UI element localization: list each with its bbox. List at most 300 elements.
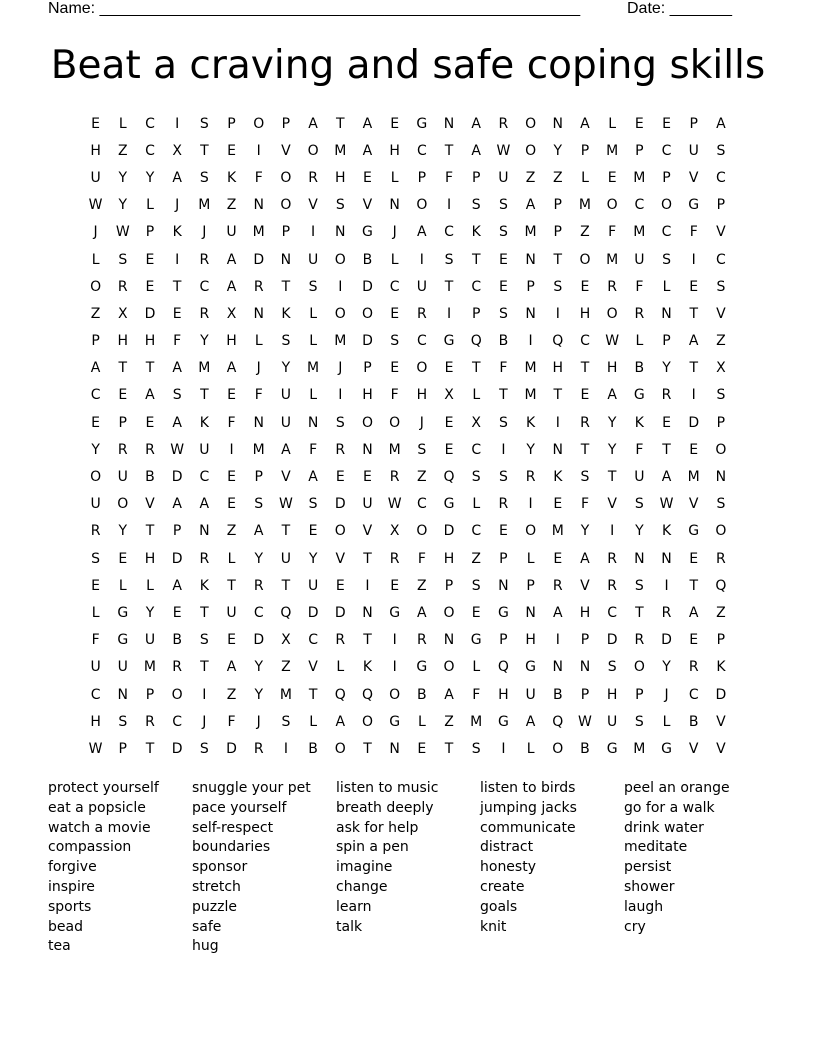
grid-letter: F — [390, 387, 399, 404]
grid-letter: E — [335, 577, 345, 594]
grid-letter: L — [390, 251, 399, 268]
grid-letter: S — [607, 659, 617, 676]
grid-letter: A — [90, 360, 101, 377]
grid-letter: E — [553, 496, 563, 513]
grid-letter: O — [117, 496, 129, 513]
grid-letter: O — [552, 740, 564, 757]
grid-letter: E — [498, 278, 508, 295]
grid-letter: J — [175, 197, 180, 214]
grid-letter: R — [199, 251, 210, 268]
grid-letter: O — [715, 441, 727, 458]
grid-letter: E — [390, 577, 400, 594]
grid-letter: C — [444, 224, 454, 241]
grid-letter: E — [227, 469, 236, 486]
grid-letter: A — [172, 496, 182, 513]
grid-letter: O — [171, 686, 183, 703]
grid-letter: E — [444, 414, 454, 431]
grid-letter: A — [145, 387, 155, 404]
grid-letter: Q — [361, 686, 373, 703]
grid-letter: A — [172, 414, 182, 431]
grid-letter: Z — [226, 686, 237, 703]
grid-letter: J — [256, 360, 261, 377]
grid-letter: S — [471, 577, 481, 594]
grid-letter: R — [90, 523, 101, 540]
grid-letter: P — [662, 333, 671, 350]
grid-letter: T — [200, 387, 209, 404]
grid-letter: G — [688, 523, 700, 540]
grid-letter: F — [445, 169, 454, 186]
grid-letter: E — [118, 387, 128, 404]
grid-letter: I — [664, 577, 669, 594]
word-list-item: bead — [48, 918, 83, 935]
grid-letter: S — [716, 496, 726, 513]
grid-letter: S — [254, 496, 264, 513]
grid-letter: E — [444, 441, 454, 458]
grid-letter: T — [689, 577, 698, 594]
grid-letter: G — [633, 387, 645, 404]
grid-letter: Q — [552, 713, 564, 730]
grid-letter: I — [338, 278, 343, 295]
grid-letter: J — [338, 360, 343, 377]
grid-letter: Y — [145, 604, 155, 621]
grid-letter: E — [689, 441, 699, 458]
grid-letter: I — [691, 387, 696, 404]
grid-letter: R — [416, 632, 427, 649]
grid-letter: W — [659, 496, 674, 513]
word-list-item: go for a walk — [624, 799, 715, 816]
grid-letter: B — [145, 469, 155, 486]
grid-letter: O — [253, 115, 265, 132]
grid-letter: F — [254, 169, 263, 186]
grid-letter: S — [553, 278, 563, 295]
grid-letter: S — [634, 713, 644, 730]
grid-row — [82, 627, 735, 654]
grid-letter: W — [170, 441, 185, 458]
grid-letter: T — [444, 278, 454, 295]
grid-letter: W — [115, 224, 130, 241]
grid-letter: D — [661, 632, 672, 649]
grid-letter: N — [280, 251, 292, 268]
grid-letter: O — [389, 686, 401, 703]
grid-letter: H — [335, 169, 346, 186]
grid-row — [82, 436, 735, 463]
grid-letter: Z — [471, 550, 482, 567]
grid-letter: R — [552, 577, 563, 594]
grid-letter: Z — [580, 224, 590, 241]
grid-letter: W — [88, 197, 103, 214]
grid-letter: M — [687, 469, 700, 486]
grid-letter: Z — [525, 169, 536, 186]
grid-row — [82, 300, 735, 327]
grid-letter: Y — [200, 333, 209, 350]
grid-letter: C — [199, 278, 210, 295]
grid-letter: P — [553, 197, 562, 214]
grid-letter: A — [688, 333, 699, 350]
grid-row — [82, 192, 735, 219]
word-list-item: communicate — [480, 819, 576, 836]
grid-letter: A — [281, 441, 291, 458]
grid-letter: T — [553, 251, 563, 268]
grid-letter: Z — [281, 659, 291, 676]
grid-letter: B — [580, 740, 590, 757]
grid-letter: J — [202, 224, 207, 241]
grid-letter: I — [555, 632, 560, 649]
grid-letter: V — [716, 305, 726, 322]
grid-letter: L — [91, 604, 100, 621]
grid-letter: L — [390, 169, 399, 186]
grid-letter: T — [444, 142, 454, 159]
grid-row — [82, 681, 735, 708]
word-list-item: sponsor — [192, 859, 248, 876]
grid-letter: M — [307, 360, 320, 377]
grid-letter: Z — [90, 305, 101, 322]
grid-letter: N — [579, 659, 591, 676]
grid-letter: P — [716, 197, 726, 214]
grid-letter: W — [278, 496, 293, 513]
grid-row — [82, 246, 735, 273]
grid-row — [82, 491, 735, 518]
grid-letter: O — [416, 523, 428, 540]
grid-letter: C — [308, 632, 318, 649]
word-list-item: laugh — [624, 898, 664, 915]
grid-letter: T — [281, 278, 291, 295]
grid-letter: C — [661, 142, 672, 159]
grid-letter: G — [497, 604, 509, 621]
grid-letter: S — [498, 197, 508, 214]
grid-letter: I — [446, 305, 452, 322]
grid-letter: C — [580, 333, 590, 350]
grid-letter: O — [90, 469, 102, 486]
word-list-item: shower — [624, 878, 675, 895]
grid-letter: U — [280, 550, 292, 567]
grid-letter: P — [689, 115, 698, 132]
word-list-item: talk — [336, 918, 363, 935]
grid-letter: C — [688, 686, 699, 703]
grid-letter: E — [308, 523, 318, 540]
grid-letter: N — [389, 740, 400, 757]
grid-letter: R — [661, 604, 672, 621]
grid-letter: E — [498, 251, 508, 268]
grid-letter: V — [281, 469, 291, 486]
grid-letter: T — [499, 387, 508, 404]
grid-letter: Y — [254, 659, 263, 676]
grid-letter: J — [392, 224, 397, 241]
grid-letter: B — [498, 333, 509, 350]
grid-letter: D — [171, 550, 183, 567]
grid-letter: E — [689, 278, 699, 295]
grid-letter: F — [227, 414, 236, 431]
word-list-item: watch a movie — [48, 819, 151, 836]
grid-letter: X — [471, 414, 482, 431]
word-column — [480, 779, 624, 957]
grid-letter: U — [144, 632, 156, 649]
name-field-label: Name: ______________________________________________________ — [48, 0, 581, 17]
grid-letter: Y — [118, 169, 128, 186]
grid-letter: C — [172, 713, 183, 730]
grid-letter: Q — [443, 469, 455, 486]
grid-letter: O — [525, 115, 537, 132]
grid-letter: H — [90, 142, 101, 159]
grid-letter: R — [199, 550, 210, 567]
grid-letter: A — [471, 142, 481, 159]
grid-letter: A — [525, 713, 536, 730]
grid-letter: Y — [145, 169, 155, 186]
grid-row — [82, 409, 735, 436]
grid-letter: T — [471, 360, 481, 377]
grid-letter: T — [363, 632, 372, 649]
grid-letter: O — [361, 713, 373, 730]
grid-letter: P — [526, 278, 535, 295]
grid-letter: F — [580, 496, 589, 513]
grid-letter: O — [361, 305, 373, 322]
grid-letter: K — [661, 523, 672, 540]
grid-letter: O — [606, 305, 618, 322]
grid-letter: N — [253, 197, 264, 214]
word-list-item: cry — [624, 918, 646, 935]
grid-letter: I — [175, 251, 180, 268]
grid-letter: A — [172, 360, 182, 377]
grid-letter: O — [389, 414, 401, 431]
grid-letter: E — [91, 577, 101, 594]
grid-letter: M — [633, 740, 646, 757]
grid-letter: U — [226, 604, 237, 621]
grid-letter: E — [390, 305, 400, 322]
grid-letter: A — [580, 550, 590, 567]
grid-letter: M — [551, 523, 564, 540]
grid-letter: M — [198, 197, 211, 214]
grid-letter: R — [416, 305, 427, 322]
grid-letter: U — [117, 469, 128, 486]
grid-row — [82, 355, 735, 382]
grid-letter: D — [606, 632, 618, 649]
grid-letter: Y — [281, 360, 291, 377]
grid-letter: Y — [254, 550, 263, 567]
grid-letter: R — [253, 740, 264, 757]
grid-letter: R — [335, 632, 346, 649]
grid-letter: O — [361, 414, 373, 431]
grid-letter: V — [580, 577, 590, 594]
grid-letter: E — [471, 604, 481, 621]
grid-letter: R — [498, 115, 509, 132]
grid-letter: P — [281, 224, 291, 241]
grid-letter: N — [715, 469, 727, 486]
grid-letter: H — [443, 550, 455, 567]
grid-letter: Y — [526, 441, 535, 458]
grid-letter: P — [580, 142, 590, 159]
grid-letter: V — [688, 740, 699, 757]
grid-letter: L — [146, 197, 154, 214]
grid-letter: Q — [280, 604, 292, 621]
page-title: Beat a craving and safe coping skills — [50, 43, 766, 88]
grid-letter: O — [280, 197, 292, 214]
grid-letter: O — [633, 659, 645, 676]
word-list-item: compassion — [48, 839, 132, 856]
grid-letter: E — [227, 142, 236, 159]
grid-letter: V — [145, 496, 155, 513]
grid-letter: E — [172, 305, 182, 322]
grid-letter: T — [662, 441, 671, 458]
header — [48, 0, 748, 20]
grid-letter: O — [416, 360, 428, 377]
grid-letter: L — [417, 713, 426, 730]
grid-letter: S — [444, 251, 454, 268]
grid-letter: Y — [607, 441, 617, 458]
grid-letter: C — [716, 169, 726, 186]
grid-letter: A — [253, 523, 264, 540]
word-list-item: protect yourself — [48, 780, 159, 796]
grid-letter: A — [716, 115, 726, 132]
word-list-item: peel an orange — [624, 780, 730, 796]
grid-letter: Q — [470, 333, 482, 350]
grid-letter: O — [334, 251, 346, 268]
grid-row — [82, 572, 735, 599]
grid-letter: M — [524, 224, 537, 241]
grid-letter: T — [444, 740, 454, 757]
grid-letter: Z — [226, 197, 237, 214]
grid-letter: O — [715, 523, 727, 540]
grid-letter: S — [281, 713, 291, 730]
grid-letter: G — [661, 740, 672, 757]
grid-letter: F — [635, 441, 644, 458]
grid-letter: O — [334, 740, 346, 757]
grid-letter: L — [336, 659, 345, 676]
grid-letter: G — [416, 115, 428, 132]
grid-letter: A — [199, 496, 210, 513]
grid-letter: M — [524, 360, 537, 377]
grid-letter: G — [497, 713, 509, 730]
grid-letter: J — [256, 713, 261, 730]
grid-letter: O — [525, 523, 537, 540]
grid-letter: F — [689, 224, 698, 241]
grid-letter: Z — [552, 169, 563, 186]
grid-letter: P — [499, 632, 508, 649]
grid-letter: I — [392, 632, 397, 649]
grid-letter: X — [226, 305, 237, 322]
word-list-item: goals — [480, 898, 518, 915]
grid-letter: I — [311, 224, 316, 241]
grid-letter: B — [688, 713, 699, 730]
grid-letter: S — [91, 550, 101, 567]
grid-letter: P — [227, 115, 236, 132]
grid-letter: S — [199, 115, 209, 132]
grid-letter: C — [471, 441, 482, 458]
grid-letter: Y — [308, 550, 318, 567]
grid-letter: D — [334, 496, 346, 513]
grid-letter: C — [471, 278, 482, 295]
grid-letter: S — [308, 496, 318, 513]
grid-letter: I — [338, 387, 343, 404]
grid-letter: M — [578, 197, 592, 214]
grid-row — [82, 599, 735, 626]
grid-row — [82, 110, 735, 137]
grid-letter: R — [688, 659, 699, 676]
grid-letter: Y — [118, 523, 128, 540]
grid-letter: R — [716, 550, 726, 567]
grid-letter: C — [253, 604, 264, 621]
grid-letter: D — [362, 278, 373, 295]
grid-letter: N — [307, 414, 319, 431]
grid-letter: C — [416, 496, 427, 513]
grid-letter: Z — [716, 333, 726, 350]
word-list-item: listen to music — [336, 780, 439, 796]
grid-letter: E — [363, 469, 372, 486]
grid-letter: C — [471, 523, 482, 540]
grid-letter: P — [716, 632, 726, 649]
grid-letter: F — [173, 333, 182, 350]
grid-letter: V — [308, 659, 318, 676]
grid-letter: M — [633, 224, 646, 241]
grid-letter: A — [417, 604, 427, 621]
grid-letter: H — [498, 686, 509, 703]
grid-letter: L — [608, 115, 617, 132]
grid-letter: M — [606, 142, 619, 159]
grid-letter: R — [117, 441, 128, 458]
grid-letter: I — [555, 414, 560, 431]
grid-letter: P — [91, 333, 100, 350]
grid-letter: J — [419, 414, 424, 431]
grid-letter: X — [716, 360, 726, 377]
grid-letter: A — [172, 169, 182, 186]
grid-letter: K — [716, 659, 726, 676]
grid-letter: G — [688, 197, 700, 214]
grid-letter: Z — [117, 142, 128, 159]
word-list-item: change — [336, 878, 388, 895]
grid-letter: N — [552, 115, 564, 132]
grid-letter: P — [118, 740, 127, 757]
grid-letter: X — [389, 523, 400, 540]
grid-letter: I — [501, 740, 506, 757]
word-column — [336, 779, 480, 957]
grid-letter: L — [309, 333, 317, 350]
grid-letter: P — [118, 414, 127, 431]
grid-letter: D — [171, 469, 183, 486]
grid-letter: V — [688, 169, 699, 186]
word-column — [48, 779, 192, 957]
grid-letter: L — [254, 333, 263, 350]
grid-letter: P — [254, 469, 263, 486]
grid-letter: E — [91, 115, 101, 132]
grid-letter: O — [90, 278, 102, 295]
word-list-item: tea — [48, 938, 71, 955]
grid-letter: S — [471, 740, 481, 757]
grid-letter: R — [389, 469, 400, 486]
grid-letter: I — [202, 686, 207, 703]
grid-letter: P — [145, 686, 155, 703]
grid-letter: T — [172, 278, 182, 295]
grid-letter: H — [362, 387, 373, 404]
grid-letter: I — [365, 577, 370, 594]
grid-letter: T — [227, 577, 236, 594]
grid-letter: C — [389, 278, 400, 295]
grid-letter: R — [498, 496, 509, 513]
grid-letter: D — [226, 740, 237, 757]
grid-letter: T — [281, 577, 291, 594]
grid-letter: Y — [662, 360, 671, 377]
grid-letter: G — [416, 659, 428, 676]
grid-letter: M — [633, 169, 646, 186]
grid-letter: N — [634, 550, 645, 567]
grid-letter: S — [390, 333, 400, 350]
grid-letter: S — [498, 469, 508, 486]
grid-letter: E — [580, 278, 590, 295]
grid-letter: L — [118, 577, 127, 594]
grid-letter: Q — [497, 659, 509, 676]
word-list-item: stretch — [192, 878, 241, 895]
grid-letter: U — [525, 686, 536, 703]
grid-letter: E — [227, 496, 236, 513]
grid-row — [82, 164, 735, 191]
grid-letter: P — [526, 577, 535, 594]
